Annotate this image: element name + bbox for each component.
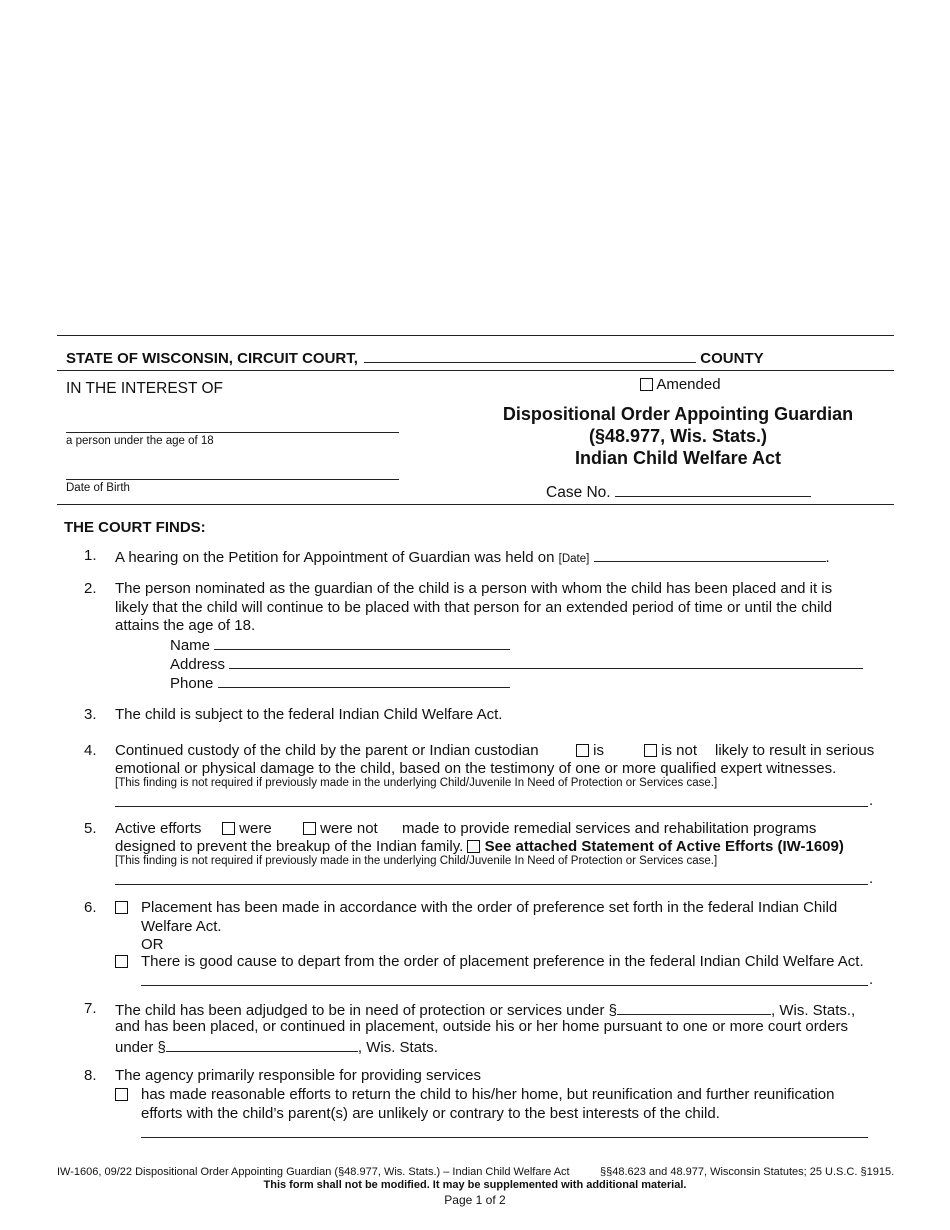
item-2-line3: attains the age of 18. xyxy=(115,617,256,634)
item-4-is-not-option xyxy=(644,742,697,759)
item-7-line2: and has been placed, or continued in placement, outside his or her home pursuant to one or more court orders xyxy=(115,1018,848,1035)
form-title-line1: Dispositional Order Appointing Guardian xyxy=(502,404,854,424)
item-7-line3-a: under § xyxy=(115,1039,166,1056)
item-8-option xyxy=(141,1086,834,1123)
item-8-number: 8. xyxy=(84,1067,97,1084)
guardian-address-label: Address xyxy=(170,656,226,673)
item-6-opt2: There is good cause to depart from the order of placement preference in the federal Indian Child Welfare Act. xyxy=(141,953,864,970)
item-8-blank-line[interactable] xyxy=(141,1137,868,1138)
item-4-blank-line[interactable] xyxy=(115,806,868,807)
item-6-blank-line[interactable] xyxy=(141,985,868,986)
item-4-number: 4. xyxy=(84,742,97,759)
caption-bottom-rule xyxy=(57,504,894,505)
form-title xyxy=(470,403,886,469)
placement-preference-checkbox[interactable] xyxy=(115,901,128,914)
item-8-opt-line1: has made reasonable efforts to return the child to his/her home, but reunification and further reunification xyxy=(141,1086,835,1103)
item-2-line2: likely that the child will continue to be placed with that person for an extended period of time or until the child xyxy=(115,598,833,616)
item-4-is-option xyxy=(576,742,604,759)
guardian-name-field[interactable] xyxy=(214,635,510,650)
item-5-were-option xyxy=(222,820,272,837)
guardian-phone-row xyxy=(170,673,510,692)
hearing-date-field[interactable] xyxy=(594,547,826,562)
county-field[interactable] xyxy=(364,348,696,363)
is-label: is xyxy=(593,742,605,759)
caption-rule xyxy=(57,370,894,371)
item-6-number: 6. xyxy=(84,899,97,916)
item-7-line1 xyxy=(115,1000,855,1019)
item-7-number: 7. xyxy=(84,1000,97,1017)
placement-statute-field[interactable] xyxy=(166,1037,358,1052)
court-heading xyxy=(66,348,764,367)
footer-form-id: IW-1606, 09/22 Dispositional Order Appointing Guardian (§48.977, Wis. Stats.) – Indian Child Welfare Act xyxy=(57,1166,570,1178)
is-checkbox[interactable] xyxy=(576,744,589,757)
item-8-checkbox-wrap xyxy=(115,1086,128,1103)
item-1-number: 1. xyxy=(84,547,97,564)
item-5-end: . xyxy=(869,870,874,887)
item-2-line1: The person nominated as the guardian of the child is a person with whom the child has been placed and it is xyxy=(115,580,833,597)
item-5-were-not-option xyxy=(303,820,378,837)
item-6-end: . xyxy=(869,971,874,988)
is-not-label: is not xyxy=(661,742,698,759)
item-8-line1: The agency primarily responsible for providing services xyxy=(115,1067,481,1084)
case-no-row xyxy=(546,482,811,502)
court-label: STATE OF WISCONSIN, CIRCUIT COURT, xyxy=(66,350,358,367)
item-3-text: The child is subject to the federal Indian Child Welfare Act. xyxy=(115,706,503,723)
item-5-made: made to provide remedial services and rehabilitation programs xyxy=(402,820,817,837)
item-5-line2 xyxy=(115,838,844,855)
item-4-likely: likely to result in serious xyxy=(715,742,875,759)
form-title-line3: Indian Child Welfare Act xyxy=(574,448,782,468)
item-1 xyxy=(115,547,830,566)
case-no-label: Case No. xyxy=(546,484,611,501)
item-1-text: A hearing on the Petition for Appointment of Guardian was held on xyxy=(115,549,555,566)
footer-statutes: §§48.623 and 48.977, Wisconsin Statutes; 25 U.S.C. §1915. xyxy=(600,1166,895,1178)
item-6-opt1-line2: Welfare Act. xyxy=(141,917,222,935)
guardian-phone-field[interactable] xyxy=(218,673,510,688)
item-7-line3 xyxy=(115,1037,438,1056)
item-6-opt1-checkbox-wrap xyxy=(115,899,128,916)
item-5-note: [This finding is not required if previously made in the underlying Child/Juvenile In Need of Protection or Services case.] xyxy=(115,855,718,867)
item-6-or: OR xyxy=(141,936,164,953)
item-7-line3-b: , Wis. Stats. xyxy=(357,1039,438,1056)
were-checkbox[interactable] xyxy=(222,822,235,835)
item-4-line2: emotional or physical damage to the child, based on the testimony of one or more qualified expert witnesses. xyxy=(115,760,837,777)
dob-label: Date of Birth xyxy=(66,482,130,494)
guardian-address-row xyxy=(170,654,863,673)
item-3-number: 3. xyxy=(84,706,97,723)
item-4-line1 xyxy=(115,742,539,759)
item-5-blank-line[interactable] xyxy=(115,884,868,885)
footer-notice: This form shall not be modified. It may be supplemented with additional material. xyxy=(263,1179,687,1191)
item-6-opt1 xyxy=(141,899,837,955)
were-label: were xyxy=(239,820,272,837)
top-rule xyxy=(57,335,894,336)
guardian-address-field[interactable] xyxy=(229,654,863,669)
dob-line[interactable] xyxy=(66,479,399,480)
amended-row xyxy=(640,376,721,393)
item-4-note: [This finding is not required if previously made in the underlying Child/Juvenile In Need of Protection or Services case.] xyxy=(115,777,718,789)
see-attached-label: See attached Statement of Active Efforts (IW-1609) xyxy=(484,838,844,855)
chips-statute-field[interactable] xyxy=(617,1000,771,1015)
date-label: [Date] xyxy=(558,553,590,565)
active-efforts-attached-checkbox[interactable] xyxy=(467,840,480,853)
item-1-end: . xyxy=(825,549,830,566)
item-6-opt1-line1: Placement has been made in accordance with the order of preference set forth in the federal Indian Child xyxy=(141,899,838,916)
item-6-opt2-checkbox-wrap xyxy=(115,953,128,970)
item-7-line1-b: , Wis. Stats., xyxy=(771,1002,856,1019)
guardian-name-row xyxy=(170,635,510,654)
person-under-18-label: a person under the age of 18 xyxy=(66,435,214,447)
is-not-checkbox[interactable] xyxy=(644,744,657,757)
amended-label: Amended xyxy=(656,376,721,393)
child-name-line[interactable] xyxy=(66,432,399,433)
reasonable-efforts-checkbox[interactable] xyxy=(115,1088,128,1101)
county-label: COUNTY xyxy=(700,350,764,367)
item-4-end: . xyxy=(869,792,874,809)
item-5-line2-text: designed to prevent the breakup of the Indian family. xyxy=(115,838,464,855)
guardian-name-label: Name xyxy=(170,637,211,654)
interest-of-label: IN THE INTEREST OF xyxy=(66,380,224,397)
amended-checkbox[interactable] xyxy=(640,378,653,391)
findings-header: THE COURT FINDS: xyxy=(64,519,206,536)
were-not-label: were not xyxy=(320,820,378,837)
form-title-line2: (§48.977, Wis. Stats.) xyxy=(589,426,767,446)
good-cause-checkbox[interactable] xyxy=(115,955,128,968)
were-not-checkbox[interactable] xyxy=(303,822,316,835)
item-2-number: 2. xyxy=(84,580,97,597)
item-5-active-efforts: Active efforts xyxy=(115,820,202,837)
item-4-line1-text: Continued custody of the child by the parent or Indian custodian xyxy=(115,742,539,759)
guardian-phone-label: Phone xyxy=(170,675,214,692)
item-5-number: 5. xyxy=(84,820,97,837)
item-7-line1-a: The child has been adjudged to be in need of protection or services under § xyxy=(115,1002,618,1019)
item-8-opt-line2: efforts with the child’s parent(s) are unlikely or contrary to the best interests of the child. xyxy=(141,1104,720,1122)
case-no-field[interactable] xyxy=(615,482,811,497)
page-number: Page 1 of 2 xyxy=(444,1193,506,1207)
item-2 xyxy=(115,580,832,636)
